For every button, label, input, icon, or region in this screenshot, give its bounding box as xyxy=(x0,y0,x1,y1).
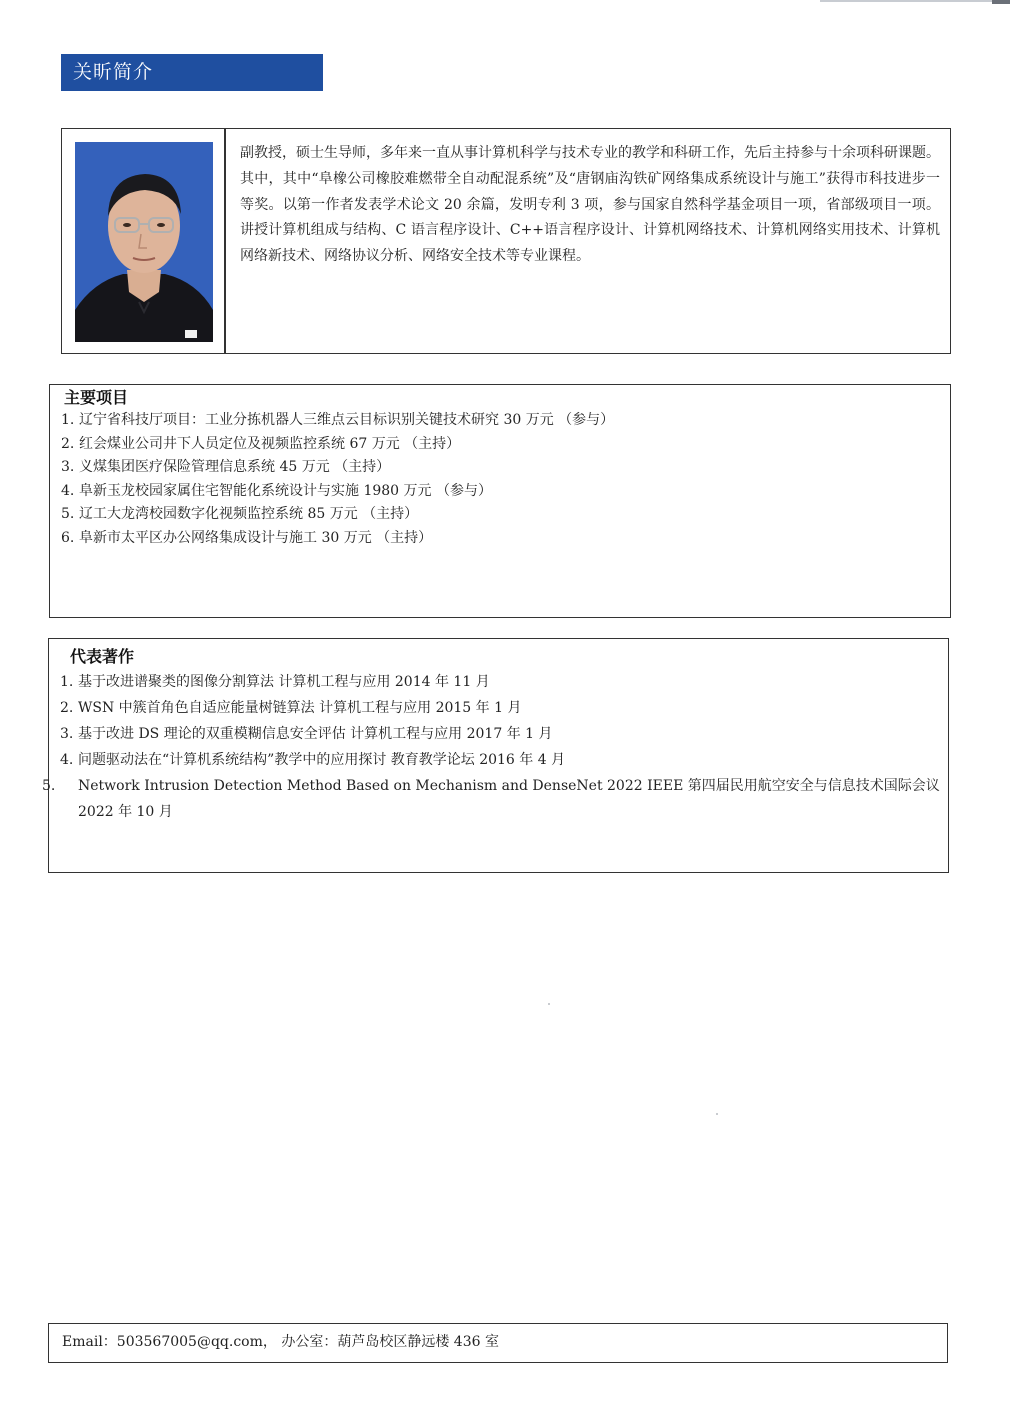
list-item: 3. 义煤集团医疗保险管理信息系统 45 万元 （主持） xyxy=(61,459,391,476)
portrait-photo xyxy=(75,142,213,342)
publications-box xyxy=(42,638,949,873)
projects-box xyxy=(49,384,951,618)
list-item: 2. WSN 中簇首角色自适应能量树链算法 计算机工程与应用 2015 年 1 月 xyxy=(60,700,522,716)
list-item: 4. 阜新玉龙校园家属住宅智能化系统设计与实施 1980 万元 （参与） xyxy=(61,482,492,499)
profile-box xyxy=(61,128,951,354)
scan-speck xyxy=(548,1003,550,1005)
publications-list xyxy=(42,669,940,825)
list-item: 5. 辽工大龙湾校园数字化视频监控系统 85 万元 （主持） xyxy=(61,506,419,523)
projects-list xyxy=(61,409,614,551)
list-item: 4. 问题驱动法在“计算机系统结构”教学中的应用探讨 教育教学论坛 2016 年 4 月 xyxy=(60,752,566,768)
list-item: 5. Network Intrusion Detection Method Based on Mechanism and DenseNet 2022 IEEE 第四届民用航空安全与信息技术国际会议 2022 年 10 月 xyxy=(42,778,940,820)
photo-cell xyxy=(62,129,226,353)
contact-footer xyxy=(48,1323,948,1363)
top-edge-rule xyxy=(820,0,1000,2)
list-item: 6. 阜新市太平区办公网络集成设计与施工 30 万元 （主持） xyxy=(61,529,433,546)
scan-speck xyxy=(716,1113,718,1115)
list-item: 3. 基于改进 DS 理论的双重模糊信息安全评估 计算机工程与应用 2017 年 1 月 xyxy=(60,726,553,742)
publications-heading: 代表著作 xyxy=(70,647,135,666)
contact-text: Email：503567005@qq.com， 办公室：葫芦岛校区静远楼 436 室 xyxy=(62,1334,499,1350)
projects-heading: 主要项目 xyxy=(64,388,129,407)
top-edge-mark xyxy=(992,0,1010,4)
list-item: 1. 基于改进谱聚类的图像分割算法 计算机工程与应用 2014 年 11 月 xyxy=(60,674,490,690)
list-item: 2. 红会煤业公司井下人员定位及视频监控系统 67 万元 （主持） xyxy=(61,435,461,452)
list-item: 1. 辽宁省科技厅项目：工业分拣机器人三维点云目标识别关键技术研究 30 万元 （参与） xyxy=(61,412,615,428)
page-title: 关昕简介 xyxy=(61,54,323,91)
bio-text: 副教授，硕士生导师，多年来一直从事计算机科学与技术专业的教学和科研工作，先后主持参与十余项科研课题。其中，其中“阜橡公司橡胶难燃带全自动配混系统”及“唐钢庙沟铁矿网络集成系统设计与施工”获得市科技进步一等奖。以第一作者发表学术论文 20 余篇，发明专利 3 项，参与国家自然科学基金项目一项，省部级项目一项。讲授计算机组成与结构、C 语言程序设计、C++语言程序设计、计算机网络技术、计算机网络实用技术、计算机网络新技术、网络协议分析、网络安全技术等专业课程。 xyxy=(240,145,940,265)
